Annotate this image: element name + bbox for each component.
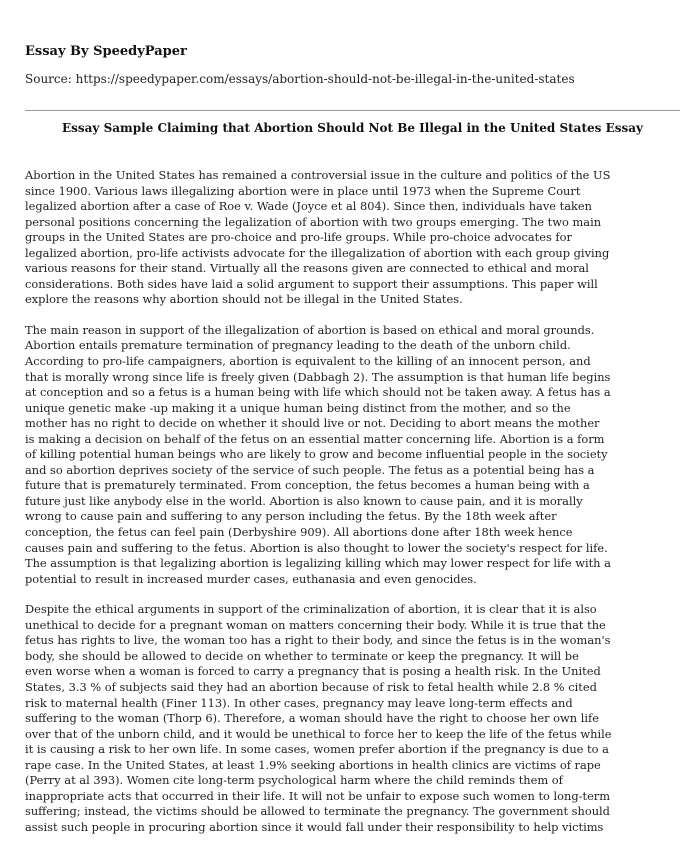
paragraph-1: Abortion in the United States has remained a controversial issue in the culture and politics of the US since 1900. Various laws illegalizing abortion were in place until 1973 when the Supreme Court legalized abortion after a case of Roe v. Wade (Joyce et al 804). Since then, individuals have taken personal positions concerning the legalization of abortion with two groups emerging. The two main groups in the United States are pro-choice and pro-life groups. While pro-choice advocates for legalized abortion, pro-life activists advocate for the illegalization of abortion with each group giving various reasons for their stand. Virtually all the reasons given are connected to ethical and moral considerations. Both sides have laid a solid argument to support their assumptions. This paper will explore the reasons why abortion should not be illegal in the United States. — [25, 168, 611, 307]
source-url-line: Source: https://speedypaper.com/essays/abortion-should-not-be-illegal-in-the-united-states — [25, 72, 575, 86]
header-divider — [25, 110, 680, 111]
paragraph-2: The main reason in support of the illegalization of abortion is based on ethical and moral grounds. Abortion entails premature termination of pregnancy leading to the death of the unborn child. According to pro-life campaigners, abortion is equivalent to the killing of an innocent person, and that is morally wrong since life is freely given (Dabbagh 2). The assumption is that human life begins at conception and so a fetus is a human being with life which should not be taken away. A fetus has a unique genetic make -up making it a unique human being distinct from the mother, and so the mother has no right to decide on whether it should live or not. Deciding to abort means the mother is making a decision on behalf of the fetus on an essential matter concerning life. Abortion is a form of killing potential human beings who are likely to grow and become influential people in the society and so abortion deprives society of the service of such people. The fetus as a potential being has a future that is prematurely terminated. From conception, the fetus becomes a human being with a future just like anybody else in the world. Abortion is also known to cause pain, and it is morally wrong to cause pain and suffering to any person including the fetus. By the 18th week after conception, the fetus can feel pain (Derbyshire 909). All abortions done after 18th week hence causes pain and suffering to the fetus. Abortion is also thought to lower the society's respect for life. The assumption is that legalizing abortion is legalizing killing which may lower respect for life with a potential to result in increased murder cases, euthanasia and even genocides. — [25, 322, 611, 586]
essay-body — [25, 168, 685, 850]
paragraph-3: Despite the ethical arguments in support of the criminalization of abortion, it is clear that it is also unethical to decide for a pregnant woman on matters concerning their body. While it is true that the fetus has rights to live, the woman too has a right to their body, and since the fetus is in the woman's body, she should be allowed to decide on whether to terminate or keep the pregnancy. It will be even worse when a woman is forced to carry a pregnancy that is posing a health risk. In the United States, 3.3 % of subjects said they had an abortion because of risk to fetal health while 2.8 % cited risk to maternal health (Finer 113). In other cases, pregnancy may leave long-term effects and suffering to the woman (Thorp 6). Therefore, a woman should have the right to choose her own life over that of the unborn child, and it would be unethical to force her to keep the life of the fetus while it is causing a risk to her own life. In some cases, women prefer abortion if the pregnancy is due to a rape case. In the United States, at least 1.9% seeking abortions in health clinics are victims of rape (Perry at al 393). Women cite long-term psychological harm where the child reminds them of inappropriate acts that occurred in their life. It will not be unfair to expose such women to long-term suffering; instead, the victims should be allowed to terminate the pregnancy. The government should assist such people in procuring abortion since it would fall under their responsibility to help victims — [25, 602, 612, 834]
essay-title: Essay Sample Claiming that Abortion Should Not Be Illegal in the United States Essay — [62, 121, 643, 135]
publisher-label: Essay By SpeedyPaper — [25, 44, 187, 59]
